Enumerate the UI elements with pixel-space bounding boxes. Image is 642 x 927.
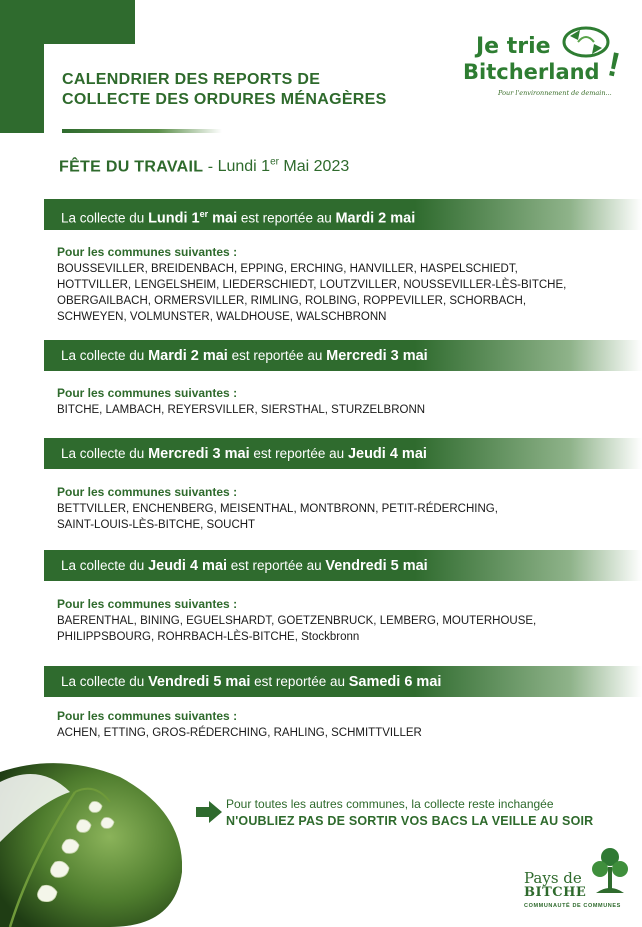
holiday-name: FÊTE DU TRAVAIL — [59, 158, 204, 176]
bar-prefix: La collecte du — [61, 446, 149, 461]
title-underline — [62, 129, 222, 133]
title-line-2: COLLECTE DES ORDURES MÉNAGÈRES — [62, 91, 387, 108]
pays-logo-line-1: Pays de — [524, 869, 582, 887]
postponement-bar — [44, 438, 642, 469]
communes-label: Pour les communes suivantes : — [57, 485, 238, 499]
bar-middle: est reportée au — [237, 210, 336, 226]
bar-to-day: Mardi 2 mai — [335, 210, 416, 227]
communes-list — [57, 725, 641, 741]
page-title — [62, 70, 387, 110]
bar-from-day: Jeudi 4 mai — [148, 558, 228, 574]
communes-line: BITCHE, LAMBACH, REYERSVILLER, SIERSTHAL, STURZELBRONN — [57, 404, 426, 416]
postponement-bar — [44, 340, 642, 371]
communes-list — [57, 261, 641, 325]
bar-middle: est reportée au — [227, 558, 326, 573]
bar-to-day: Vendredi 5 mai — [325, 558, 428, 574]
bar-middle: est reportée au — [227, 348, 327, 363]
communes-line: SAINT-LOUIS-LÈS-BITCHE, SOUCHT — [57, 519, 256, 531]
communes-line: ACHEN, ETTING, GROS-RÉDERCHING, RAHLING, SCHMITTVILLER — [57, 727, 422, 739]
je-trie-bitcherland-logo — [458, 20, 628, 100]
communes-list — [57, 402, 641, 418]
logo-exclamation: ! — [604, 45, 624, 85]
bar-from-day: Lundi 1 — [148, 210, 200, 227]
communes-label: Pour les communes suivantes : — [57, 245, 238, 259]
holiday-date — [218, 158, 350, 175]
bar-to-day: Mercredi 3 mai — [326, 348, 428, 364]
holiday-heading — [59, 157, 349, 176]
bar-from-day: Vendredi 5 mai — [148, 674, 251, 690]
holiday-date-sup: er — [270, 157, 279, 168]
logo-line-2: Bitcherland — [463, 60, 600, 84]
communes-line: BOUSSEVILLER, BREIDENBACH, EPPING, ERCHING, HANVILLER, HASPELSCHIEDT, — [57, 263, 518, 275]
holiday-date-day: Lundi 1 — [217, 158, 271, 176]
tree-icon — [590, 845, 630, 895]
postponement-bar — [44, 199, 642, 230]
holiday-date-rest: Mai 2023 — [278, 158, 350, 176]
pays-de-bitche-logo — [522, 845, 632, 915]
communes-line: SCHWEYEN, VOLMUNSTER, WALDHOUSE, WALSCHBRONN — [57, 311, 387, 323]
bar-to-day: Samedi 6 mai — [348, 674, 442, 690]
title-line-1: CALENDRIER DES REPORTS DE — [62, 71, 321, 88]
pays-logo-line-3: COMMUNAUTÉ DE COMMUNES — [524, 903, 621, 909]
postponement-bar — [44, 550, 642, 581]
footer-reminder: N'OUBLIEZ PAS DE SORTIR VOS BACS LA VEILLE AU SOIR — [226, 814, 594, 828]
bar-prefix: La collecte du — [61, 674, 149, 689]
bar-prefix: La collecte du — [61, 210, 149, 226]
communes-line: BETTVILLER, ENCHENBERG, MEISENTHAL, MONTBRONN, PETIT-RÉDERCHING, — [57, 503, 498, 515]
communes-list — [57, 613, 641, 645]
postponement-bar — [44, 666, 642, 697]
bar-from-rest: mai — [208, 210, 238, 227]
communes-label: Pour les communes suivantes : — [57, 597, 238, 611]
communes-line: BAERENTHAL, BINING, EGUELSHARDT, GOETZENBRUCK, LEMBERG, MOUTERHOUSE, — [57, 615, 537, 627]
footer-note: Pour toutes les autres communes, la collecte reste inchangée — [226, 797, 554, 811]
pays-logo-line-2: BITCHE — [524, 885, 587, 900]
communes-line: HOTTVILLER, LENGELSHEIM, LIEDERSCHIEDT, LOUTZVILLER, NOUSSEVILLER-LÈS-BITCHE, — [57, 279, 567, 291]
bar-middle: est reportée au — [249, 446, 348, 461]
communes-label: Pour les communes suivantes : — [57, 709, 238, 723]
arrow-right-icon — [196, 801, 222, 823]
bar-middle: est reportée au — [250, 674, 349, 689]
bar-to-day: Jeudi 4 mai — [347, 446, 427, 462]
bar-from-day: Mercredi 3 mai — [148, 446, 250, 462]
lily-of-the-valley-image — [0, 762, 182, 927]
bar-prefix: La collecte du — [61, 558, 149, 573]
bar-from-sup: er — [199, 209, 209, 219]
communes-line: PHILIPPSBOURG, ROHRBACH-LÈS-BITCHE, Stockbronn — [57, 631, 360, 643]
communes-label: Pour les communes suivantes : — [57, 386, 238, 400]
recycle-arrows-icon — [558, 22, 613, 62]
bar-prefix: La collecte du — [61, 348, 149, 363]
logo-line-1: Je trie — [476, 34, 551, 59]
bar-from-day: Mardi 2 mai — [148, 348, 228, 364]
holiday-separator: - — [203, 158, 218, 176]
logo-tagline: Pour l'environnement de demain... — [498, 89, 612, 97]
communes-list — [57, 501, 641, 533]
communes-line: OBERGAILBACH, ORMERSVILLER, RIMLING, ROLBING, ROPPEVILLER, SCHORBACH, — [57, 295, 527, 307]
